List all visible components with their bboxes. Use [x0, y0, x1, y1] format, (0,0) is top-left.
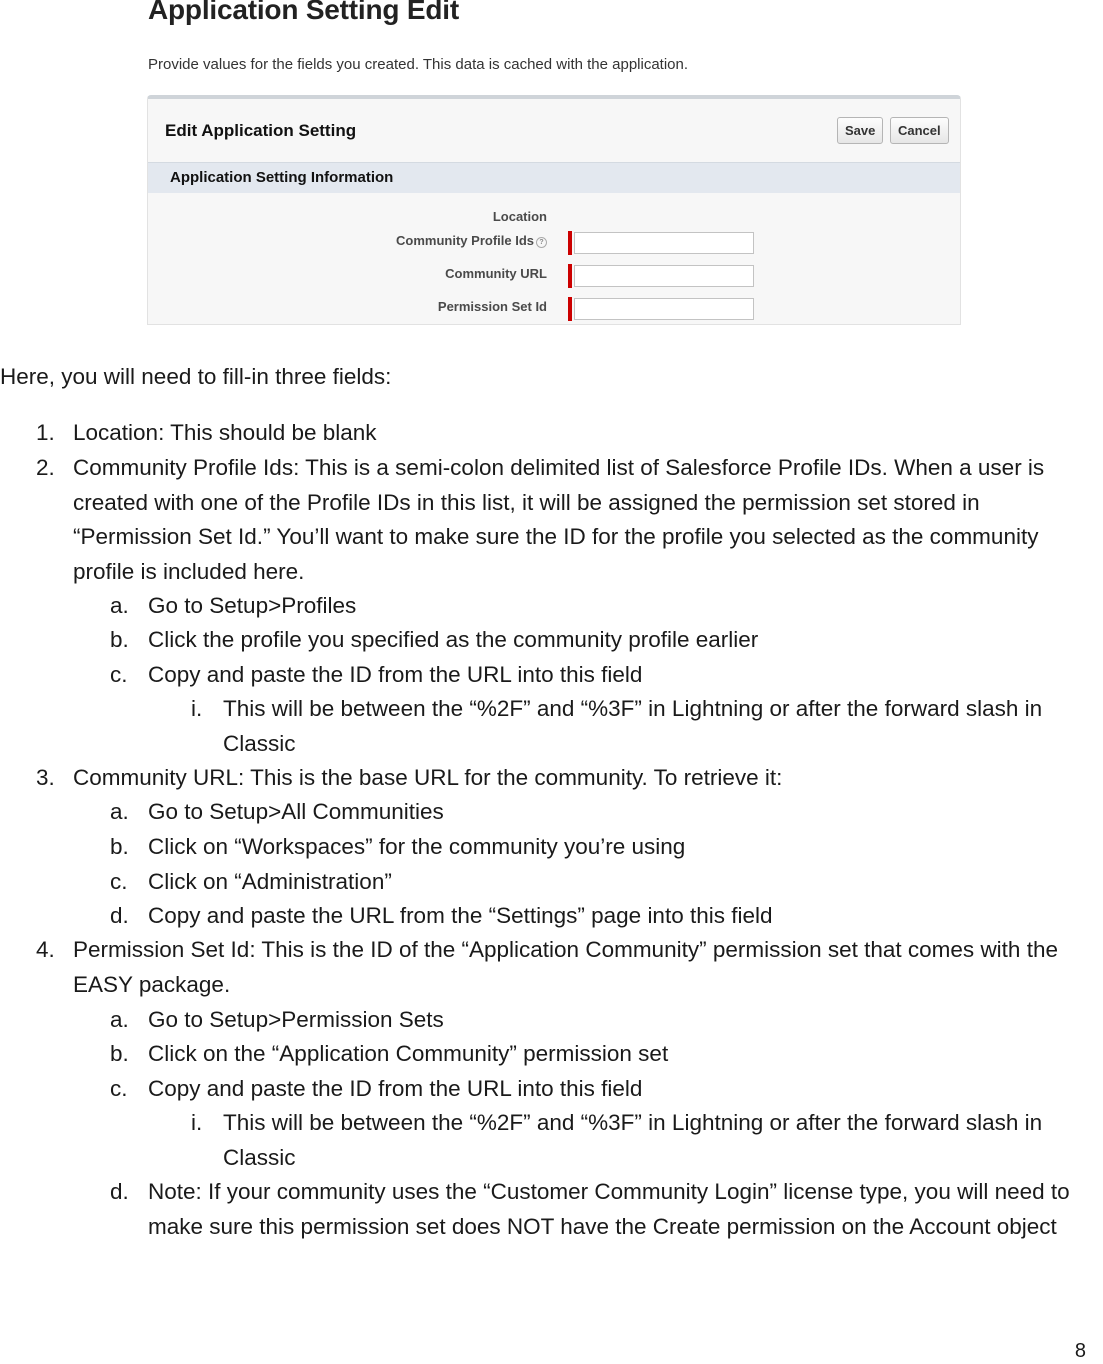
- list-item-text: Go to Setup>All Communities: [148, 799, 444, 824]
- list-item: [110, 623, 1093, 658]
- permission-set-id-input[interactable]: [574, 298, 754, 320]
- required-indicator: [568, 297, 572, 321]
- list-item-text: Click on “Workspaces” for the community you’re using: [148, 834, 686, 859]
- list-marker: b.: [110, 627, 129, 652]
- list-item-text: This will be between the “%2F” and “%3F” in Lightning or after the forward slash in Classic: [223, 696, 1043, 756]
- help-icon[interactable]: ?: [536, 237, 547, 248]
- community-profile-ids-label: [396, 233, 547, 248]
- list-item-text: Location: This should be blank: [73, 420, 377, 445]
- list-item-text: Community URL: This is the base URL for the community. To retrieve it:: [73, 765, 783, 790]
- list-marker: i.: [191, 696, 203, 721]
- panel-title: Edit Application Setting: [165, 121, 357, 140]
- list-item: [36, 761, 1093, 796]
- list-item-text: This will be between the “%2F” and “%3F” in Lightning or after the forward slash in Classic: [223, 1110, 1043, 1170]
- list-item-text: Click on “Administration”: [148, 869, 392, 894]
- list-item: [36, 416, 1093, 451]
- list-item: [110, 1072, 1093, 1107]
- list-marker: 3.: [36, 765, 55, 790]
- list-item: [36, 451, 1093, 589]
- intro-text: Here, you will need to fill-in three fields:: [0, 364, 392, 389]
- list-item: [110, 899, 1093, 934]
- list-item: [36, 933, 1093, 1002]
- list-marker: a.: [110, 593, 129, 618]
- list-marker: 4.: [36, 937, 55, 962]
- community-url-input[interactable]: [574, 265, 754, 287]
- list-marker: a.: [110, 1007, 129, 1032]
- required-indicator: [568, 264, 572, 288]
- section-title: Application Setting Information: [170, 169, 394, 186]
- list-marker: b.: [110, 834, 129, 859]
- list-item: [110, 1175, 1093, 1244]
- list-marker: 1.: [36, 420, 55, 445]
- list-item-text: Go to Setup>Permission Sets: [148, 1007, 444, 1032]
- section-header: [148, 162, 960, 193]
- list-marker: d.: [110, 1179, 129, 1204]
- list-item-text: Copy and paste the ID from the URL into this field: [148, 662, 643, 687]
- list-item-text: Click on the “Application Community” permission set: [148, 1041, 669, 1066]
- list-item-text: Go to Setup>Profiles: [148, 593, 357, 618]
- list-marker: b.: [110, 1041, 129, 1066]
- page-description: Provide values for the fields you created. This data is cached with the application.: [148, 56, 689, 73]
- list-marker: a.: [110, 799, 129, 824]
- list-marker: 2.: [36, 455, 55, 480]
- list-item: [110, 795, 1093, 830]
- list-item: [110, 830, 1093, 865]
- list-item: [191, 692, 1093, 761]
- list-item-text: Click the profile you specified as the community profile earlier: [148, 627, 759, 652]
- list-item: [191, 1106, 1093, 1175]
- list-item-text: Copy and paste the ID from the URL into this field: [148, 1076, 643, 1101]
- page-number: 8: [1074, 1340, 1086, 1362]
- community-url-label: Community URL: [445, 266, 547, 281]
- list-item: [110, 1037, 1093, 1072]
- list-item-text: Community Profile Ids: This is a semi-colon delimited list of Salesforce Profile IDs. When a user is created with one of the Profile IDs in this list, it will be assigned the permission set stored in “Permission Set Id.” You’ll want to make sure the ID for the profile you selected as the community profile is included here.: [73, 455, 1045, 584]
- list-marker: c.: [110, 1076, 128, 1101]
- required-indicator: [568, 231, 572, 255]
- community-profile-ids-label-text: Community Profile Ids: [396, 233, 534, 248]
- list-marker: c.: [110, 869, 128, 894]
- location-label: Location: [492, 209, 547, 224]
- list-marker: d.: [110, 903, 129, 928]
- list-item: [110, 1003, 1093, 1038]
- cancel-button[interactable]: Cancel: [890, 117, 949, 144]
- list-item: [110, 589, 1093, 624]
- list-marker: c.: [110, 662, 128, 687]
- list-item: [110, 865, 1093, 900]
- save-button[interactable]: Save: [837, 117, 883, 144]
- community-profile-ids-input[interactable]: [574, 232, 754, 254]
- page-title: Application Setting Edit: [148, 0, 459, 25]
- edit-application-setting-panel: [147, 95, 961, 325]
- list-marker: i.: [191, 1110, 203, 1135]
- list-item-text: Note: If your community uses the “Customer Community Login” license type, you will need to make sure this permission set does NOT have the Create permission on the Account object: [148, 1179, 1070, 1239]
- list-item-text: Permission Set Id: This is the ID of the “Application Community” permission set that comes with the EASY package.: [73, 937, 1058, 997]
- list-item-text: Copy and paste the URL from the “Settings” page into this field: [148, 903, 773, 928]
- list-item: [110, 658, 1093, 693]
- permission-set-id-label: Permission Set Id: [437, 299, 547, 314]
